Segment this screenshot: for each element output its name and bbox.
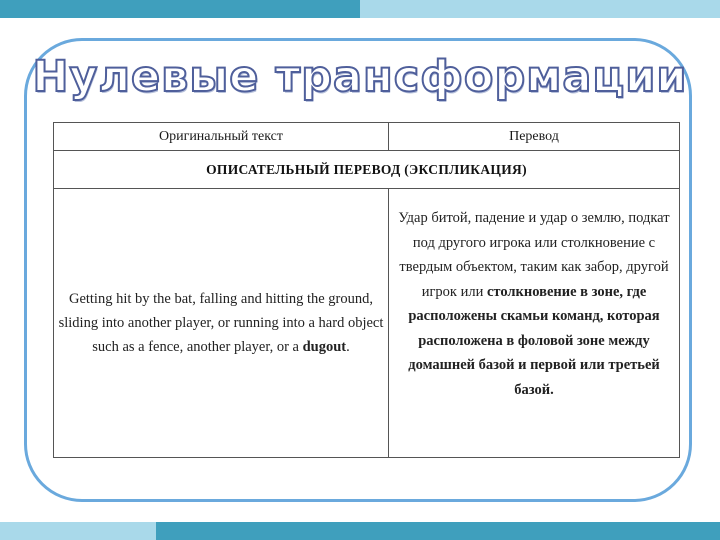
original-cell	[54, 189, 389, 458]
header-original: Оригинальный текст	[54, 123, 389, 151]
section-row	[54, 151, 680, 189]
original-tail: .	[346, 339, 350, 355]
original-plain: Getting hit by the bat, falling and hitting the ground, sliding into another player, or running into a hard object such as a fence, another player, or a	[58, 291, 384, 355]
section-title: ОПИСАТЕЛЬНЫЙ ПЕРЕВОД (ЭКСПЛИКАЦИЯ)	[54, 151, 680, 189]
slide-title: Нулевые трансформации	[32, 52, 688, 102]
top-accent-bar-dark	[0, 0, 360, 18]
bottom-accent-bar-light	[0, 522, 156, 540]
original-text	[54, 287, 388, 359]
bottom-accent-bar-dark	[156, 522, 720, 540]
translation-cell	[389, 189, 680, 458]
translation-bold: столкновение в зоне, где расположены скамьи команд, которая расположена в фоловой зоне между домашней базой и первой или третьей базой.	[408, 283, 660, 398]
table-header-row	[54, 123, 680, 151]
translation-text	[389, 189, 679, 402]
comparison-table	[53, 122, 680, 458]
table-row	[54, 189, 680, 458]
top-accent-bar-light	[360, 0, 720, 18]
translation-plain: Удар битой, падение и удар о землю, подкат под другого игрока или столкновение с твердым объектом, таким как забор, другой игрок или	[398, 210, 670, 300]
original-bold: dugout	[302, 339, 347, 355]
header-translation: Перевод	[389, 123, 680, 151]
